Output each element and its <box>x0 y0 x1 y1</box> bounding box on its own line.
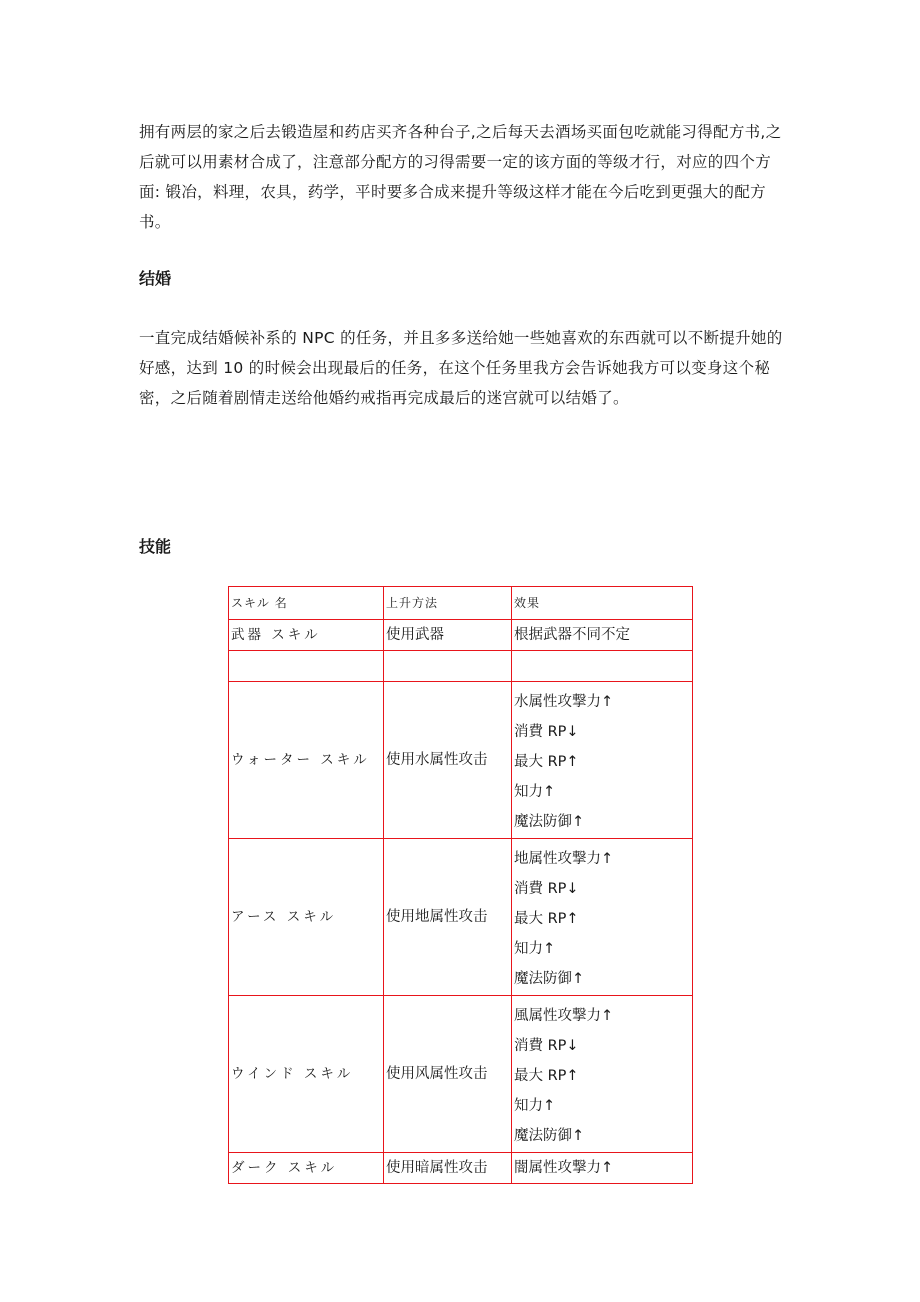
table-row <box>229 1153 693 1184</box>
effect-line: 知力↑ <box>514 1098 556 1114</box>
effect-cell: 闇属性攻撃力↑ <box>512 1153 693 1184</box>
skill-name-cell <box>229 651 384 682</box>
effect-cell: 根据武器不同不定 <box>512 620 693 651</box>
heading-skills: 技能 <box>139 537 172 556</box>
effect-line: 知力↑ <box>514 941 556 957</box>
effect-cell <box>512 682 693 839</box>
header-method: 上升方法 <box>384 587 512 620</box>
method-cell: 使用武器 <box>384 620 512 651</box>
effect-line: 水属性攻撃力↑ <box>514 694 614 710</box>
header-skill-name: スキル 名 <box>229 587 384 620</box>
table-row <box>229 651 693 682</box>
paragraph-marriage: 一直完成结婚候补系的 NPC 的任务，并且多多送给她一些她喜欢的东西就可以不断提升她的好感，达到 10 的时候会出现最后的任务，在这个任务里我方会告诉她我方可以变身这个秘密，之后随着剧情走送给他婚约戒指再完成最后的迷宫就可以结婚了。 <box>139 329 783 407</box>
effect-line: 知力↑ <box>514 784 556 800</box>
skill-name-cell: 武器 スキル <box>229 620 384 651</box>
paragraph-crafting: 拥有两层的家之后去锻造屋和药店买齐各种台子,之后每天去酒场买面包吃就能习得配方书,之后就可以用素材合成了，注意部分配方的习得需要一定的该方面的等级才行，对应的四个方面: 锻冶，料理，农具，药学，平时要多合成来提升等级这样才能在今后吃到更强大的配方书。 <box>139 123 782 231</box>
effect-line: 魔法防御↑ <box>514 971 585 987</box>
skill-name-cell: アース スキル <box>229 839 384 996</box>
method-cell <box>384 651 512 682</box>
effect-line: 最大 RP↑ <box>514 1068 579 1084</box>
effect-line: 最大 RP↑ <box>514 754 579 770</box>
heading-marriage: 结婚 <box>139 269 172 288</box>
effect-cell <box>512 651 693 682</box>
method-cell: 使用地属性攻击 <box>384 839 512 996</box>
table-row <box>229 839 693 996</box>
effect-line: 消費 RP↓ <box>514 1038 579 1054</box>
effect-line: 消費 RP↓ <box>514 881 579 897</box>
skills-table <box>228 586 693 1184</box>
effect-line: 魔法防御↑ <box>514 1128 585 1144</box>
table-row <box>229 682 693 839</box>
skill-name-cell: ダーク スキル <box>229 1153 384 1184</box>
effect-line: 消費 RP↓ <box>514 724 579 740</box>
skill-name-cell: ウォーター スキル <box>229 682 384 839</box>
table-header-row <box>229 587 693 620</box>
effect-line: 風属性攻撃力↑ <box>514 1008 614 1024</box>
method-cell: 使用暗属性攻击 <box>384 1153 512 1184</box>
table-row <box>229 996 693 1153</box>
skill-name-cell: ウインド スキル <box>229 996 384 1153</box>
effect-line: 最大 RP↑ <box>514 911 579 927</box>
effect-cell <box>512 839 693 996</box>
method-cell: 使用水属性攻击 <box>384 682 512 839</box>
table-row <box>229 620 693 651</box>
effect-line: 魔法防御↑ <box>514 814 585 830</box>
header-effect: 效果 <box>512 587 693 620</box>
method-cell: 使用风属性攻击 <box>384 996 512 1153</box>
effect-cell <box>512 996 693 1153</box>
effect-line: 地属性攻撃力↑ <box>514 851 614 867</box>
